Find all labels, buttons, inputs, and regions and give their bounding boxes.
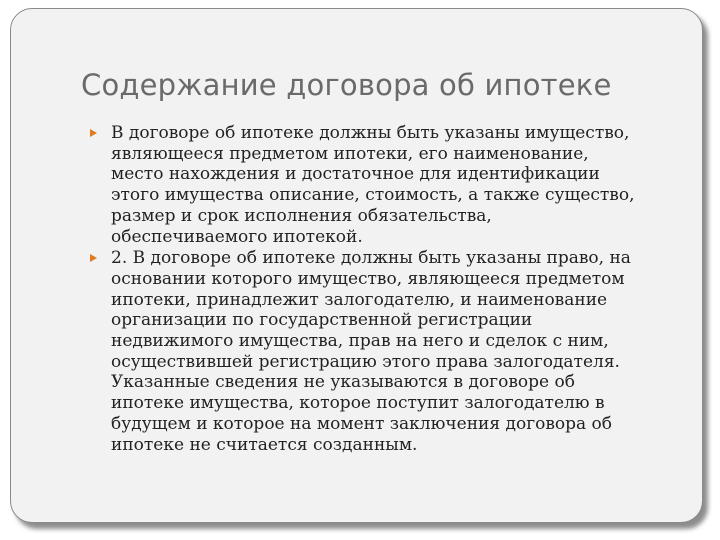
bullet-1-line-3: место нахождения и достаточное для идентификации <box>111 164 600 185</box>
bullet-marker-icon <box>90 129 97 137</box>
bullet-2-line-6: осуществившей регистрацию этого права залогодателя. <box>111 351 620 372</box>
bullet-2-line-5: недвижимого имущества, прав на него и сделок с ним, <box>111 331 609 352</box>
bullet-1-line-1: В договоре об ипотеке должны быть указаны имущество, <box>111 123 630 143</box>
bullet-2-line-7: Указанные сведения не указываются в договоре об <box>111 372 575 393</box>
bullet-2-line-4: организации по государственной регистрации <box>111 310 533 331</box>
bullet-2-line-1: 2. В договоре об ипотеке должны быть указаны право, на <box>111 248 631 269</box>
bullet-1-line-2: являющееся предметом ипотеки, его наименование, <box>111 143 589 164</box>
bullet-2-line-10: ипотеке не считается созданным. <box>111 434 418 455</box>
bullet-item-2 <box>111 248 711 455</box>
bullet-1-line-6: обеспечиваемого ипотекой. <box>111 226 363 247</box>
bullet-2-line-3: ипотеки, принадлежит залогодателю, и наименование <box>111 289 608 310</box>
bullet-1-line-5: размер и срок исполнения обязательства, <box>111 205 492 226</box>
bullet-marker-icon <box>90 254 97 262</box>
slide-title: Содержание договора об ипотеке <box>81 68 612 102</box>
bullet-2-line-9: будущем и которое на момент заключения договора об <box>111 413 613 434</box>
slide-frame <box>10 8 703 523</box>
bullet-list <box>111 123 711 456</box>
bullet-item-1 <box>111 123 711 247</box>
bullet-2-line-8: ипотеке имущества, которое поступит залогодателю в <box>111 393 605 414</box>
bullet-2-line-2: основании которого имущество, являющееся предметом <box>111 268 625 289</box>
bullet-1-line-4: этого имущества описание, стоимость, а также существо, <box>111 185 635 206</box>
